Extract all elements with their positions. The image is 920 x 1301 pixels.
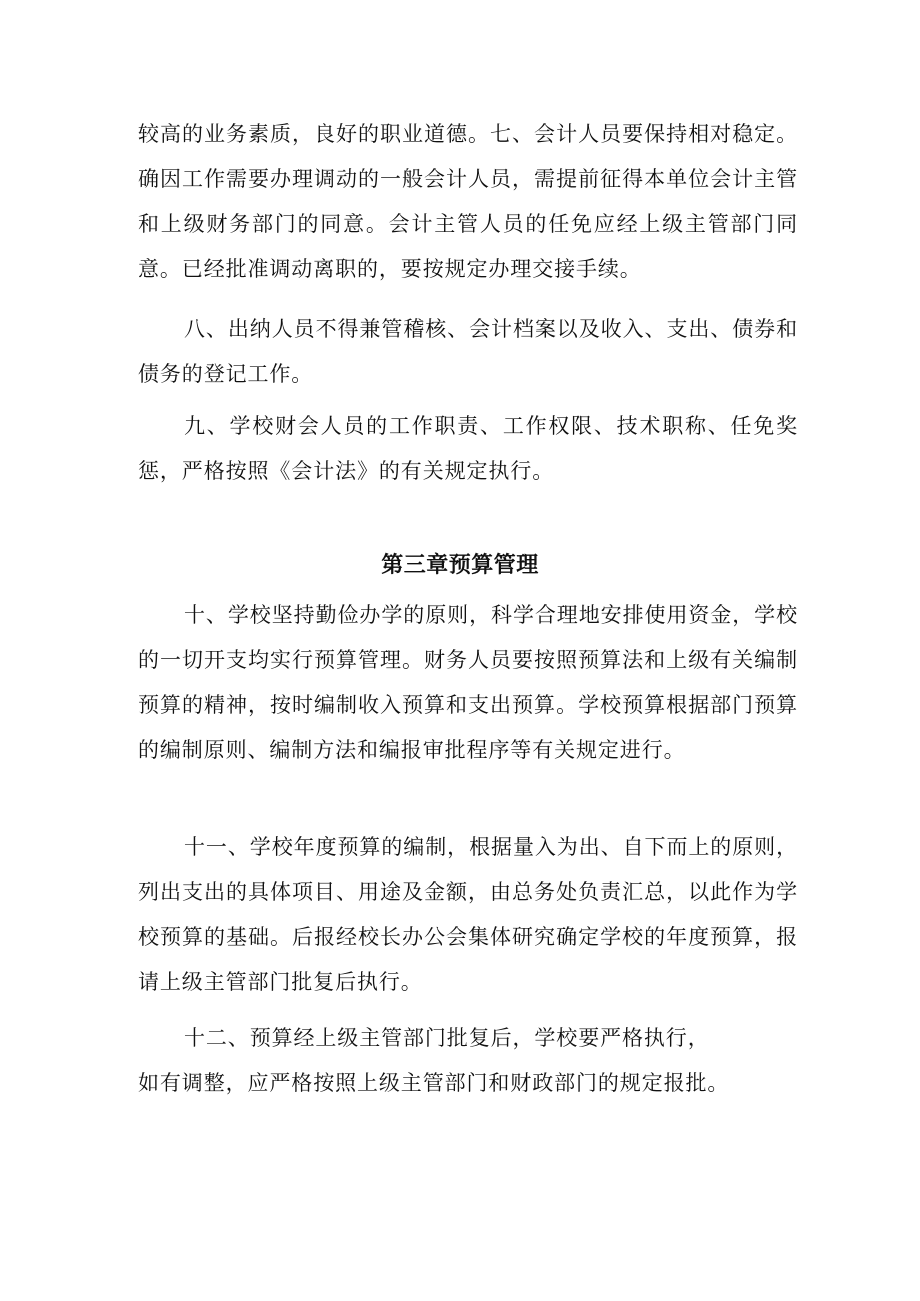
paragraph-line: 如有调整，应严格按照上级主管部门和财政部门的规定报批。 [138,1071,730,1095]
paragraph-budget-adjustment [138,1016,818,1106]
paragraph-budget-principles: 十、学校坚持勤俭办学的原则，科学合理地安排使用资金，学校的一切开支均实行预算管理。财务人员要按照预算法和上级有关编制预算的精神，按时编制收入预算和支出预算。学校预算根据部门预算的编制原则、编制方法和编报审批程序等有关规定进行。 [138,603,798,762]
paragraph-accounting-staff-stability: 较高的业务素质，良好的职业道德。七、会计人员要保持相对稳定。确因工作需要办理调动的一般会计人员，需提前征得本单位会计主管和上级财务部门的同意。会计主管人员的任免应经上级主管部门同意。已经批准调动离职的，要按规定办理交接手续。 [138,122,798,281]
paragraph-cashier-restrictions: 八、出纳人员不得兼管稽核、会计档案以及收入、支出、债券和债务的登记工作。 [138,317,798,386]
paragraph-line: 十二、预算经上级主管部门批复后，学校要严格执行， [184,1026,710,1050]
paragraph-staff-duties: 九、学校财会人员的工作职责、工作权限、技术职称、任免奖惩，严格按照《会计法》的有关规定执行。 [138,414,798,483]
paragraph-annual-budget: 十一、学校年度预算的编制，根据量入为出、自下而上的原则，列出支出的具体项目、用途及金额，由总务处负责汇总，以此作为学校预算的基础。后报经校长办公会集体研究确定学校的年度预算，报请上级主管部门批复后执行。 [138,835,798,994]
chapter-heading: 第三章预算管理 [381,553,539,578]
